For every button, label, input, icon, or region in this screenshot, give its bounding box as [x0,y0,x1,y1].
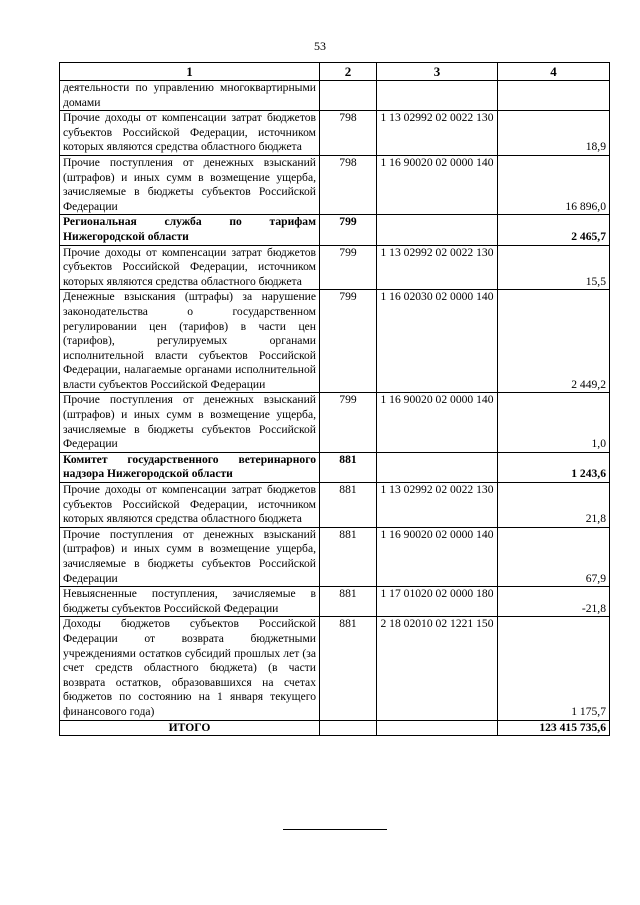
budget-classification-code-cell: 1 13 02992 02 0022 130 [377,245,498,290]
revenue-name-cell: Доходы бюджетов субъектов Российской Федерации от возврата бюджетными учреждениями остатков субсидий прошлых лет (за счет средств областного бюджета) (в части возврата остатков, образовавшихся на счетах бюджетов по состоянию на 1 января текущего финансового года) [60,617,320,720]
budget-classification-code-cell: 1 17 01020 02 0000 180 [377,587,498,617]
admin-code-cell: 799 [320,290,377,393]
revenue-name-cell: Прочие доходы от компенсации затрат бюджетов субъектов Российской Федерации, источником которых являются средства областного бюджета [60,245,320,290]
admin-code-cell: 881 [320,452,377,482]
revenue-name-cell: деятельности по управлению многоквартирными домами [60,81,320,111]
table-row [60,393,610,452]
table-row [60,483,610,528]
table-body [60,81,610,736]
table-row [60,245,610,290]
amount-cell: 16 896,0 [498,155,610,214]
admin-code-cell: 881 [320,587,377,617]
table-row [60,617,610,720]
amount-cell [498,81,610,111]
amount-cell: 1 175,7 [498,617,610,720]
column-header: 2 [320,63,377,81]
revenue-name-cell: ИТОГО [60,720,320,736]
page-number: 53 [314,39,326,53]
table-header-row [60,63,610,81]
column-header: 4 [498,63,610,81]
table-row [60,155,610,214]
budget-classification-code-cell: 2 18 02010 02 1221 150 [377,617,498,720]
table-row [60,81,610,111]
revenue-name-cell: Прочие доходы от компенсации затрат бюджетов субъектов Российской Федерации, источником которых являются средства областного бюджета [60,483,320,528]
amount-cell: 67,9 [498,527,610,586]
revenue-table [59,62,610,736]
budget-classification-code-cell: 1 16 90020 02 0000 140 [377,155,498,214]
amount-cell: 21,8 [498,483,610,528]
admin-code-cell: 798 [320,155,377,214]
table-row [60,215,610,245]
budget-classification-code-cell [377,81,498,111]
budget-classification-code-cell: 1 16 90020 02 0000 140 [377,527,498,586]
revenue-name-cell: Невыясненные поступления, зачисляемые в бюджеты субъектов Российской Федерации [60,587,320,617]
admin-code-cell [320,720,377,736]
footnote-divider [283,829,387,830]
admin-code-cell: 798 [320,111,377,156]
budget-classification-code-cell: 1 16 90020 02 0000 140 [377,393,498,452]
table-row [60,111,610,156]
revenue-name-cell: Прочие поступления от денежных взысканий (штрафов) и иных сумм в возмещение ущерба, зачисляемые в бюджеты субъектов Российской Федерации [60,155,320,214]
budget-classification-code-cell [377,452,498,482]
amount-cell: 2 465,7 [498,215,610,245]
amount-cell: 1 243,6 [498,452,610,482]
revenue-name-cell: Прочие доходы от компенсации затрат бюджетов субъектов Российской Федерации, источником которых являются средства областного бюджета [60,111,320,156]
admin-code-cell: 799 [320,215,377,245]
admin-code-cell: 799 [320,245,377,290]
amount-cell: -21,8 [498,587,610,617]
amount-cell: 2 449,2 [498,290,610,393]
amount-cell: 123 415 735,6 [498,720,610,736]
amount-cell: 1,0 [498,393,610,452]
table-row [60,527,610,586]
budget-classification-code-cell [377,720,498,736]
budget-classification-code-cell: 1 13 02992 02 0022 130 [377,483,498,528]
budget-classification-code-cell [377,215,498,245]
revenue-name-cell: Региональная служба по тарифам Нижегородской области [60,215,320,245]
admin-code-cell: 881 [320,527,377,586]
revenue-name-cell: Прочие поступления от денежных взысканий (штрафов) и иных сумм в возмещение ущерба, зачисляемые в бюджеты субъектов Российской Федерации [60,393,320,452]
admin-code-cell: 881 [320,483,377,528]
amount-cell: 15,5 [498,245,610,290]
budget-classification-code-cell: 1 13 02992 02 0022 130 [377,111,498,156]
table-row [60,452,610,482]
admin-code-cell: 881 [320,617,377,720]
table-total-row [60,720,610,736]
revenue-name-cell: Комитет государственного ветеринарного надзора Нижегородской области [60,452,320,482]
column-header: 1 [60,63,320,81]
table-row [60,290,610,393]
column-header: 3 [377,63,498,81]
table-row [60,587,610,617]
amount-cell: 18,9 [498,111,610,156]
revenue-name-cell: Прочие поступления от денежных взысканий (штрафов) и иных сумм в возмещение ущерба, зачисляемые в бюджеты субъектов Российской Федерации [60,527,320,586]
admin-code-cell [320,81,377,111]
admin-code-cell: 799 [320,393,377,452]
revenue-name-cell: Денежные взыскания (штрафы) за нарушение законодательства о государственном регулировании цен (тарифов) в части цен (тарифов), регулируемых органами исполнительной власти субъектов Российской Федерации, налагаемые органами исполнительной власти субъектов Российской Федерации [60,290,320,393]
budget-classification-code-cell: 1 16 02030 02 0000 140 [377,290,498,393]
